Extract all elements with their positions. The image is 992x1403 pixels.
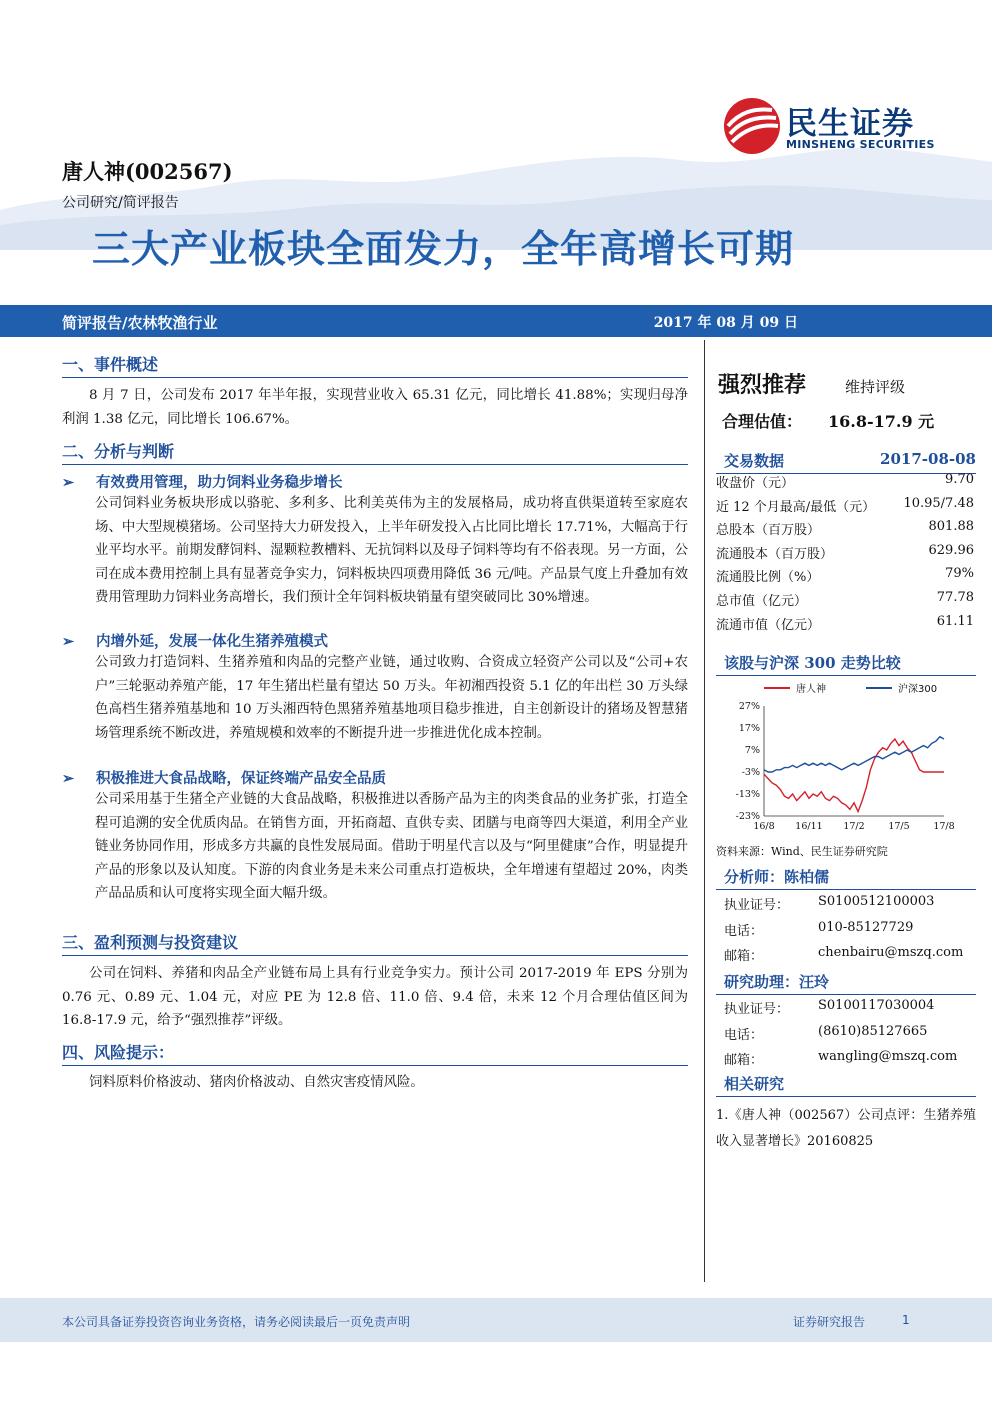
trade-data-key: 流通股比例（%） — [716, 570, 820, 586]
rating-note: 维持评级 — [845, 378, 906, 396]
trade-data-value: 79% — [945, 566, 974, 582]
contact-key: 执业证号： — [724, 1002, 790, 1017]
assistant-title: 研究助理：汪玲 — [724, 973, 830, 991]
trade-data-row — [716, 543, 974, 562]
contact-key: 电话： — [724, 1027, 764, 1043]
related-header — [716, 1073, 976, 1097]
bullet-title-text: 内增外延，发展一体化生猪养殖模式 — [96, 633, 328, 650]
brand-name: 民生证券 — [786, 106, 914, 142]
contact-value: S0100117030004 — [818, 998, 935, 1013]
contact-row — [724, 998, 974, 1017]
trade-data-header — [716, 450, 976, 474]
trade-data-key: 流通市值（亿元） — [716, 617, 821, 633]
x-tick-label: 17/5 — [888, 821, 910, 832]
chart-title: 该股与沪深 300 走势比较 — [724, 654, 901, 672]
report-type: 公司研究/简评报告 — [62, 195, 179, 211]
y-tick-label: -13% — [735, 789, 760, 800]
trade-data-date: 2017-08-08 — [880, 450, 976, 468]
chart-header — [716, 652, 976, 676]
contact-key: 执业证号： — [724, 898, 790, 913]
headline: 三大产业板块全面发力，全年高增长可期 — [92, 227, 795, 271]
contact-value[interactable]: chenbairu@mszq.com — [818, 945, 964, 960]
bullet-title-3 — [62, 767, 688, 788]
company-name: 唐人神(002567) — [62, 159, 233, 184]
bullet-title-text: 有效费用管理，助力饲料业务稳步增长 — [96, 474, 343, 491]
valuation-label: 合理估值： — [722, 412, 803, 431]
trade-data-key: 流通股本（百万股） — [716, 546, 834, 562]
y-tick-label: -23% — [735, 811, 760, 822]
contact-row — [724, 945, 974, 964]
trade-data-row — [716, 472, 974, 491]
brand-logo — [722, 96, 954, 158]
trade-data-row — [716, 614, 974, 633]
y-tick-label: 27% — [738, 701, 760, 712]
trade-data-value: 9.70 — [945, 472, 974, 487]
trade-data-row — [716, 496, 974, 515]
trade-data-row — [716, 519, 974, 538]
arrow-icon: ➢ — [62, 633, 75, 650]
trade-data-value: 77.78 — [936, 590, 974, 605]
contact-row — [724, 920, 974, 939]
trade-data-value: 629.96 — [928, 542, 974, 558]
contact-row — [724, 894, 974, 913]
contact-key: 邮箱： — [724, 1053, 764, 1068]
analyst-title: 分析师：陈柏儒 — [724, 868, 830, 886]
footer-disclaimer[interactable]: 本公司具备证券投资咨询业务资格，请务必阅读最后一页免责声明 — [62, 1315, 411, 1329]
column-divider — [704, 340, 705, 1282]
arrow-icon: ➢ — [62, 474, 75, 491]
related-title: 相关研究 — [724, 1075, 785, 1093]
bullet-title-1 — [62, 471, 688, 492]
trade-data-row — [716, 566, 974, 585]
x-tick-label: 16/8 — [753, 821, 775, 832]
trade-data-key: 总股本（百万股） — [716, 523, 821, 539]
valuation-value: 16.8-17.9 元 — [828, 412, 935, 431]
logo-mark-icon — [722, 96, 782, 156]
contact-value: S0100512100003 — [818, 894, 935, 909]
footer-label: 证券研究报告 — [793, 1315, 866, 1329]
rating-label: 强烈推荐 — [718, 373, 807, 398]
trade-data-key: 总市值（亿元） — [716, 594, 808, 609]
y-tick-label: 17% — [738, 723, 760, 734]
related-item[interactable]: 1.《唐人神（002567）公司点评：生猪养殖收入显著增长》20160825 — [716, 1108, 976, 1149]
trade-data-row — [716, 590, 974, 609]
y-tick-label: 7% — [744, 745, 760, 756]
footer — [0, 1298, 992, 1342]
section-text-1: 8 月 7 日，公司发布 2017 年半年报，实现营业收入 65.31 亿元，同比增长 41.88%；实现归母净利润 1.38 亿元，同比增长 106.67%。 — [62, 388, 688, 427]
section-text-3: 公司在饲料、养猪和肉品全产业链布局上具有行业竞争实力。预计公司 2017-2019 年 EPS 分别为 0.76 元、0.89 元、1.04 元，对应 PE 为 12.8 倍、11.0 倍、9.4 倍，未来 12 个月合理估值区间为 16.8-17.9 元，给予“强烈推荐”评级。 — [62, 966, 688, 1028]
trade-data-value: 801.88 — [928, 519, 974, 535]
section-title-4: 四、风险提示： — [62, 1040, 688, 1066]
bullet-title-2 — [62, 630, 688, 651]
bullet-title-text: 积极推进大食品战略，保证终端产品安全品质 — [96, 770, 386, 787]
y-tick-label: -3% — [741, 767, 760, 778]
bullet-text-1: 公司饲料业务板块形成以骆驼、多利多、比利美英伟为主的发展格局，成功将直供渠道转至家庭农场、中大型规模猪场。公司坚持大力研发投入，上半年研发投入占比同比增长 17.71%，大幅高于行业平均水平。前期发酵饲料、湿颗粒教槽料、无抗饲料以及母子饲料等均有不俗表现。另一方面，公司在成本费用控制上具有显著竞争实力，饲料板块四项费用降低 36 元/吨。产品景气度上升叠加有效费用管理助力饲料业务高增长，我们预计全年饲料板块销量有望突破同比 30%增速。 — [95, 496, 688, 605]
x-tick-label: 17/2 — [843, 821, 865, 832]
trade-data-key: 近 12 个月最高/最低（元） — [716, 499, 876, 515]
arrow-icon: ➢ — [62, 770, 75, 787]
report-date: 2017 年 08 月 09 日 — [653, 315, 798, 331]
section-text-4: 饲料原料价格波动、猪肉价格波动、自然灾害疫情风险。 — [89, 1075, 424, 1090]
bullet-text-3: 公司采用基于生猪全产业链的大食品战略，积极推进以香肠产品为主的肉类食品的业务扩张，打造全程可追溯的安全优质肉品。在销售方面，开拓商超、直供专卖、团膳与电商等四大渠道，利用全产业链业务协同作用，形成多方共赢的良性发展局面。借助于明星代言以及与“阿里健康”合作，明显提升产品的形象以及认知度。下游的肉食业务是未来公司重点打造板块，全年增速有望超过 20%，肉类产品品质和认可度将实现全面大幅升级。 — [95, 792, 688, 901]
contact-key: 电话： — [724, 923, 764, 939]
contact-value[interactable]: wangling@mszq.com — [818, 1049, 958, 1064]
section-title-3: 三、盈利预测与投资建议 — [62, 930, 688, 956]
trade-data-key: 收盘价（元） — [716, 476, 795, 491]
trade-data-value: 61.11 — [936, 613, 974, 629]
x-tick-label: 17/8 — [933, 821, 955, 832]
x-tick-label: 16/11 — [795, 821, 823, 832]
trade-data-title: 交易数据 — [724, 452, 785, 470]
analyst-header — [716, 866, 976, 890]
contact-row — [724, 1024, 974, 1043]
chart-source: 资料来源：Wind、民生证券研究院 — [716, 845, 888, 858]
contact-row — [724, 1049, 974, 1068]
page-number: 1 — [902, 1313, 910, 1327]
legend-label: 沪深300 — [898, 684, 938, 695]
title-bar — [0, 305, 992, 337]
legend-label: 唐人神 — [796, 684, 826, 695]
contact-value: (8610)85127665 — [818, 1023, 928, 1039]
trade-data-value: 10.95/7.48 — [903, 495, 974, 511]
contact-key: 邮箱： — [724, 949, 764, 964]
series-line-index — [764, 737, 944, 772]
assistant-header — [716, 971, 976, 995]
section-title-1: 一、事件概述 — [62, 352, 688, 378]
bullet-text-2: 公司致力打造饲料、生猪养殖和肉品的完整产业链，通过收购、合资成立轻资产公司以及“公司+农户”三轮驱动养殖产能，17 年生猪出栏量有望达 50 万头。年初湘西投资 5.1 亿的年出栏 30 万头绿色高档生猪养殖基地和 10 万头湘西特色黑猪养殖基地项目稳步推进，自主创新设计的猪场及智慧猪场管理系统不断改进，养殖规模和效率的不断提升进一步推进优化成本控制。 — [95, 655, 688, 741]
contact-value: 010-85127729 — [818, 919, 914, 935]
section-title-2: 二、分析与判断 — [62, 439, 688, 465]
price-chart — [716, 678, 974, 838]
brand-name-en: MINSHENG SECURITIES — [786, 138, 935, 151]
industry-label: 简评报告/农林牧渔行业 — [62, 314, 218, 332]
